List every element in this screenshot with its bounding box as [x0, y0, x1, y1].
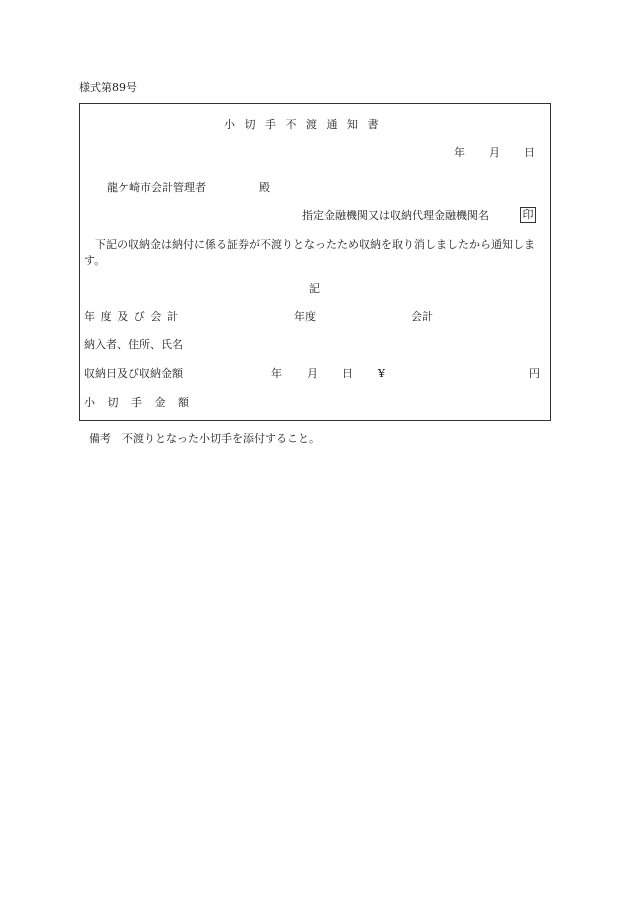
fiscal-year-unit: 年度 [294, 310, 316, 323]
seal-stamp: 印 [520, 207, 536, 223]
account-unit: 会計 [411, 310, 433, 323]
note: 備考 不渡りとなった小切手を添付すること。 [89, 432, 320, 445]
addressee: 龍ケ崎市会計管理者 [107, 181, 206, 194]
ki-label: 記 [309, 282, 320, 295]
body-text: 下記の収納金は納付に係る証券が不渡りとなったため収納を取り消しましたから通知します。 [84, 238, 535, 267]
receipt-day-label: 日 [342, 367, 353, 380]
payer-label: 納入者、住所、氏名 [84, 338, 183, 351]
date-year-label: 年 [454, 146, 465, 159]
receipt-month-label: 月 [307, 367, 318, 380]
receipt-label: 収納日及び収納金額 [84, 367, 183, 380]
yen-sign: ¥ [378, 367, 385, 380]
form-title: 小切手不渡通知書 [224, 118, 388, 131]
date-day-label: 日 [524, 146, 535, 159]
date-month-label: 月 [489, 146, 500, 159]
yen-unit: 円 [529, 367, 540, 380]
check-amount-label: 小切手金額 [84, 396, 202, 409]
fiscal-year-label: 年度及び会計 [84, 310, 184, 323]
form-number: 様式第89号 [79, 81, 137, 94]
addressee-honorific: 殿 [259, 181, 270, 194]
sender-label: 指定金融機関又は収納代理金融機関名 [302, 209, 489, 222]
receipt-year-label: 年 [271, 367, 282, 380]
